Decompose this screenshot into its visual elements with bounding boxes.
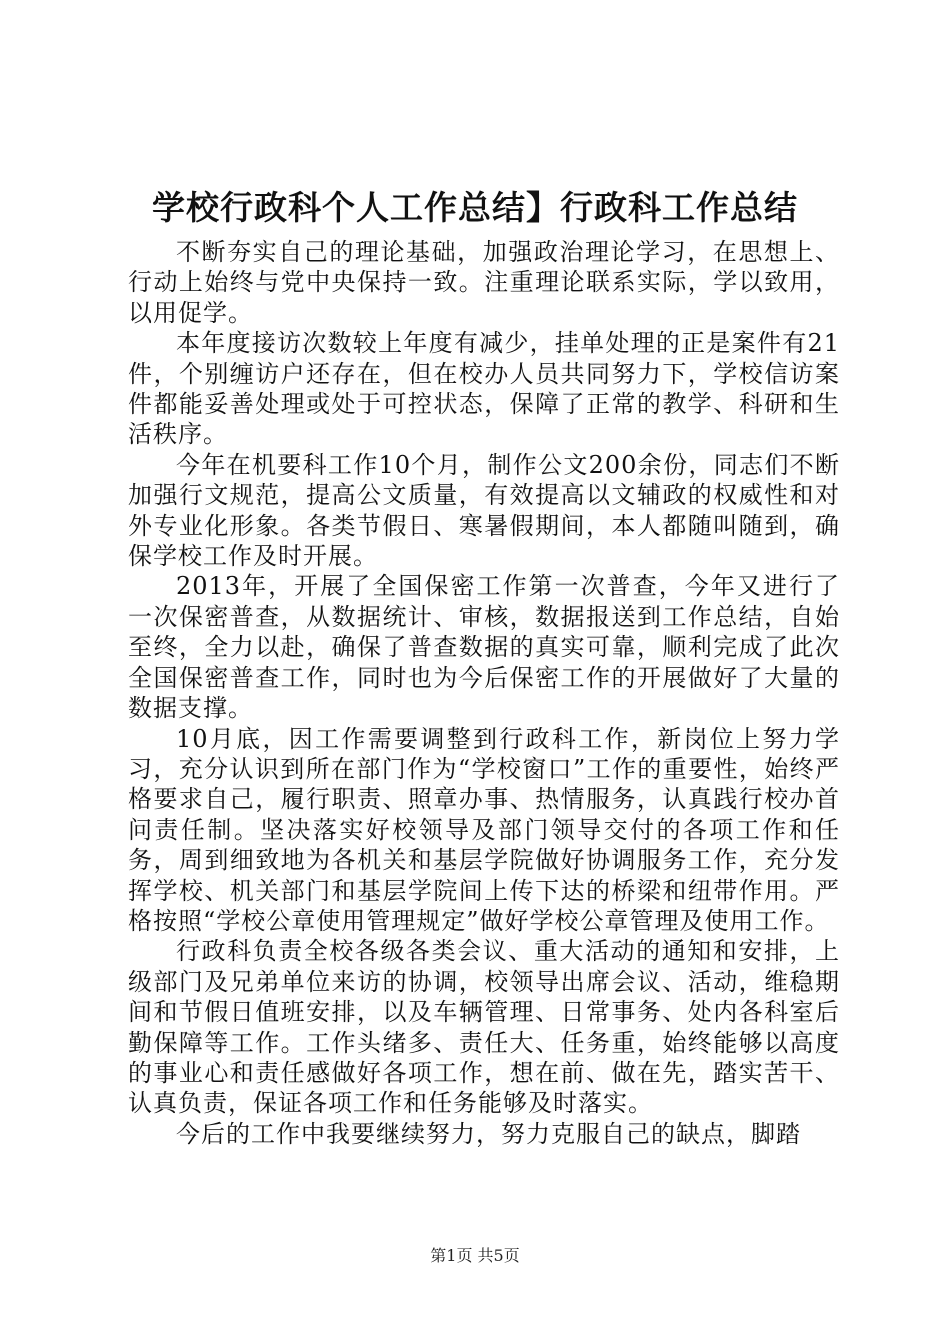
paragraph-4: 2013年，开展了全国保密工作第一次普查，今年又进行了一次保密普查，从数据统计、审核，数据报送到工作总结，自始至终，全力以赴，确保了普查数据的真实可靠，顺利完成了此次全国保密普查工作，同时也为今后保密工作的开展做好了大量的数据支撑。 <box>128 572 840 723</box>
document-body <box>128 237 840 1149</box>
paragraph-7: 今后的工作中我要继续努力，努力克服自己的缺点，脚踏 <box>176 1119 801 1148</box>
paragraph-1: 不断夯实自己的理论基础，加强政治理论学习，在思想上、行动上始终与党中央保持一致。注重理论联系实际，学以致用，以用促学。 <box>128 238 840 327</box>
document-title: 学校行政科个人工作总结】行政科工作总结 <box>152 188 798 227</box>
paragraph-3: 今年在机要科工作10个月，制作公文200余份，同志们不断加强行文规范，提高公文质量，有效提高以文辅政的权威性和对外专业化形象。各类节假日、寒暑假期间，本人都随叫随到，确保学校工作及时开展。 <box>128 450 840 571</box>
paragraph-2: 本年度接访次数较上年度有减少，挂单处理的正是案件有21件，个别缠访户还存在，但在校办人员共同努力下，学校信访案件都能妥善处理或处于可控状态，保障了正常的教学、科研和生活秩序。 <box>128 329 840 449</box>
page-number-footer: 第1页 共5页 <box>430 1246 520 1265</box>
paragraph-6: 行政科负责全校各级各类会议、重大活动的通知和安排，上级部门及兄弟单位来访的协调，校领导出席会议、活动，维稳期间和节假日值班安排，以及车辆管理、日常事务、处内各科室后勤保障等工作。工作头绪多、责任大、任务重，始终能够以高度的事业心和责任感做好各项工作，想在前、做在先，踏实苦干、认真负责，保证各项工作和任务能够及时落实。 <box>128 937 840 1118</box>
paragraph-5: 10月底，因工作需要调整到行政科工作，新岗位上努力学习，充分认识到所在部门作为“学校窗口”工作的重要性，始终严格要求自己，履行职责、照章办事、热情服务，认真践行校办首问责任制。坚决落实好校领导及部门领导交付的各项工作和任务，周到细致地为各机关和基层学院做好协调服务工作，充分发挥学校、机关部门和基层学院间上传下达的桥梁和纽带作用。严格按照“学校公章使用管理规定”做好学校公章管理及使用工作。 <box>128 724 840 935</box>
